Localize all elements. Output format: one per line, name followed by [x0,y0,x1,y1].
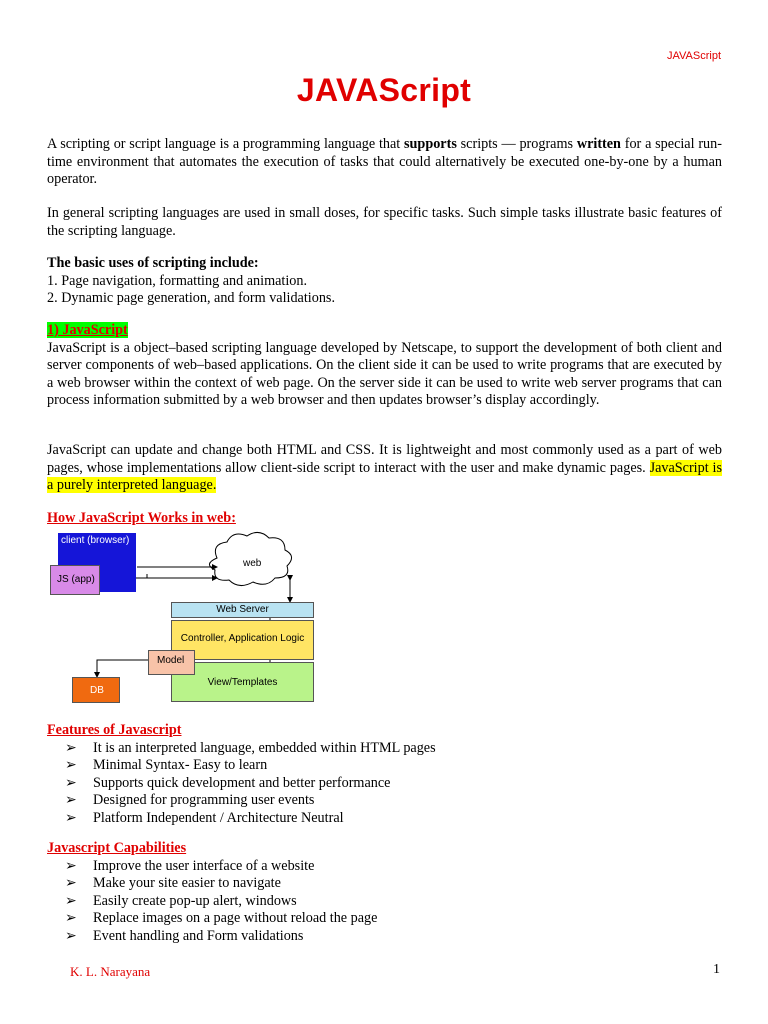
model-box: Model [148,650,195,675]
footer-author: K. L. Narayana [70,964,151,979]
js-app-box: JS (app) [50,565,100,595]
web-label: web [243,558,262,569]
list-item: ➢ Supports quick development and better performance [65,774,391,791]
arrow-bullet-icon: ➢ [65,774,77,791]
list-item: ➢ Replace images on a page without reload the page [65,910,378,926]
list-item: ➢ It is an interpreted language, embedded within HTML pages [65,739,436,756]
arrow-bullet-icon: ➢ [65,757,77,773]
view-templates-box: View/Templates [171,662,314,702]
architecture-diagram [47,530,322,706]
db-box: DB [72,677,120,703]
capabilities-heading: Javascript Capabilities [47,840,187,856]
list-item: ➢ Platform Independent / Architecture Neutral [65,809,344,826]
arrow-bullet-icon: ➢ [65,910,77,926]
intro-paragraph-1: A scripting or script language is a programming language that supports scripts — programs written for a special run-time environment that automates the execution of tasks that could alternatively be executed one-by-one by a human operator. [47,136,722,187]
arrow-bullet-icon: ➢ [65,809,77,826]
arrow-bullet-icon: ➢ [65,927,77,944]
capabilities-section [47,840,722,945]
arrow-bullet-icon: ➢ [65,739,77,756]
list-item: ➢ Designed for programming user events [65,792,315,808]
javascript-paragraph-1: JavaScript is a object–based scripting language developed by Netscape, to support the development of both client and server components of web–based applications. On the client side it can be used to write programs that are executed by a web browser within the context of web page. On the server side it can be used to write web server programs that can process information submitted by a web browser and then updates browser’s display accordingly. [47,339,722,408]
arrow-bullet-icon: ➢ [65,792,77,808]
javascript-heading: 1) JavaScript [47,322,128,338]
page-title: JAVAScript [296,72,472,108]
list-item: ➢ Easily create pop-up alert, windows [65,892,297,909]
arrow-bullet-icon: ➢ [65,875,77,891]
basic-use-item: 1. Page navigation, formatting and animation. [47,272,308,289]
list-item: ➢ Make your site easier to navigate [65,875,281,891]
highlighted-sentence: JavaScript is a purely interpreted language. [47,459,722,493]
page-number: 1 [713,962,720,977]
javascript-paragraph-2: JavaScript can update and change both HTML and CSS. It is lightweight and most commonly used as a part of web pages, whose implementations allow client-side script to interact with the user and make dynamic pages. JavaScript is a purely interpreted language. [47,442,722,493]
how-works-heading: How JavaScript Works in web: [47,510,236,526]
list-item: ➢ Event handling and Form validations [65,927,304,944]
features-section [47,722,722,827]
intro-paragraph-2: In general scripting languages are used in small doses, for specific tasks. Such simple tasks illustrate basic features of the scripting language. [47,205,722,239]
controller-box: Controller, Application Logic [171,620,314,660]
basic-uses-section [47,255,722,308]
javascript-section [47,322,722,410]
running-header: JAVAScript [667,50,721,62]
list-item: ➢ Minimal Syntax- Easy to learn [65,757,268,773]
arrow-bullet-icon: ➢ [65,892,77,909]
client-browser-box: client (browser) [58,533,136,592]
features-heading: Features of Javascript [47,722,182,738]
web-server-box: Web Server [171,602,314,618]
model-db-arrow [97,660,149,677]
arrow-bullet-icon: ➢ [65,857,77,874]
basic-use-item: 2. Dynamic page generation, and form validations. [47,290,335,306]
list-item: ➢ Improve the user interface of a website [65,857,315,874]
basic-uses-heading: The basic uses of scripting include: [47,255,259,271]
